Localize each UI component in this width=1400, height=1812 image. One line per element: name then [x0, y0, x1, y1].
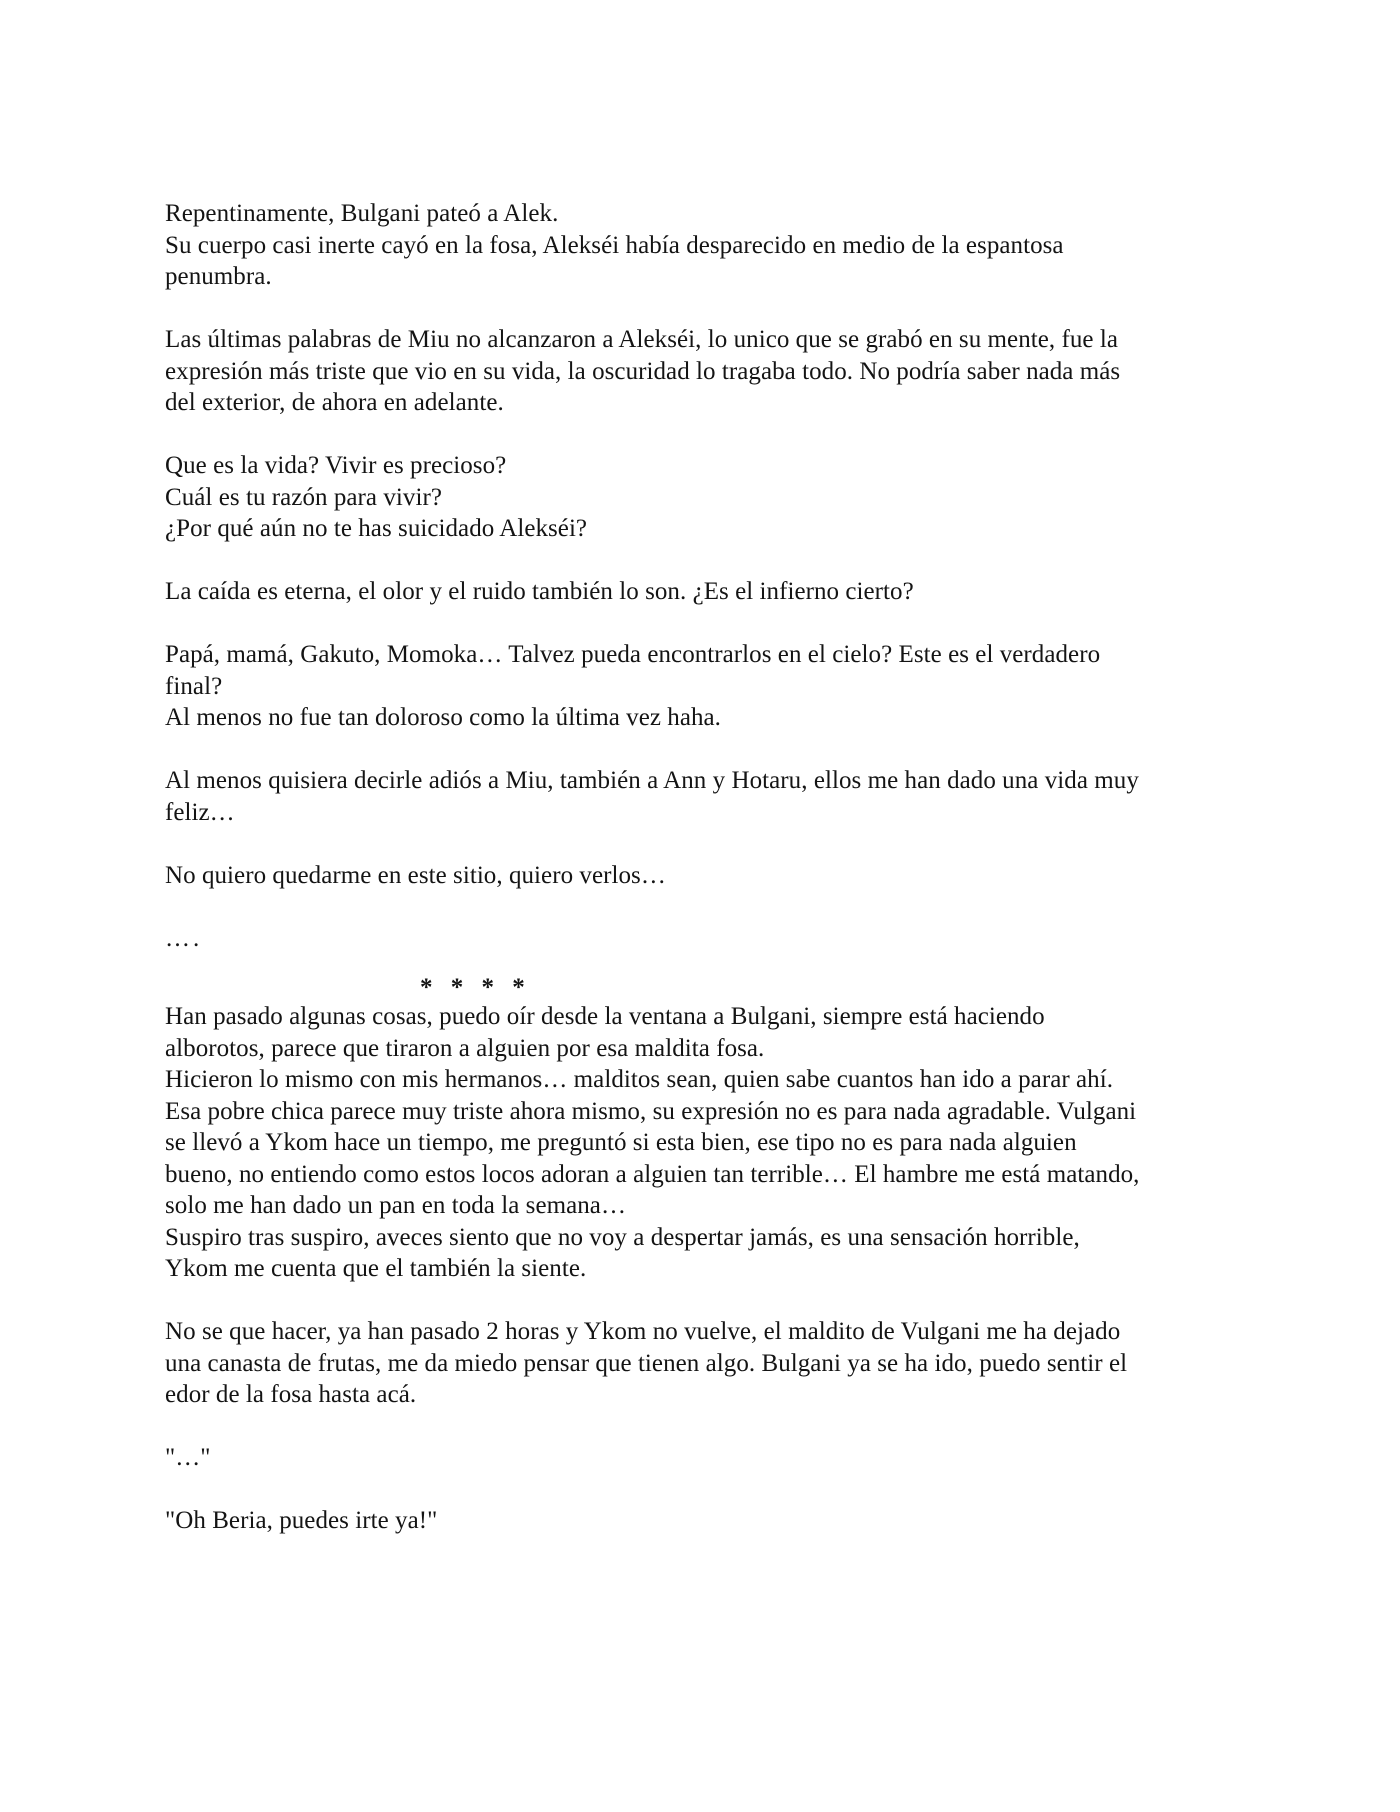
text-line: No se que hacer, ya han pasado 2 horas y Ykom no vuelve, el maldito de Vulgani me ha dejado [165, 1318, 1121, 1345]
text-line: Al menos quisiera decirle adiós a Miu, también a Ann y Hotaru, ellos me han dado una vida muy [165, 767, 1139, 794]
text-line: solo me han dado un pan en toda la semana… [165, 1192, 626, 1219]
text-line: feliz… [165, 798, 235, 826]
text-line: Repentinamente, Bulgani pateó a Alek. [165, 200, 559, 227]
text-line: bueno, no entiendo como estos locos adoran a alguien tan terrible… El hambre me está matando, [165, 1160, 1140, 1188]
text-line: alborotos, parece que tiraron a alguien por esa maldita fosa. [165, 1034, 765, 1062]
paragraph [165, 1316, 1250, 1411]
text-line: Cuál es tu razón para vivir? [165, 483, 442, 511]
paragraph [165, 576, 1250, 608]
paragraph [165, 198, 1250, 293]
paragraph [165, 324, 1250, 419]
paragraph [165, 1001, 1250, 1285]
paragraph [165, 765, 1250, 828]
text-line: ¿Por qué aún no te has suicidado Alekséi? [165, 515, 588, 542]
text-line: Esa pobre chica parece muy triste ahora mismo, su expresión no es para nada agradable. Vulgani [165, 1097, 1137, 1125]
text-line: No quiero quedarme en este sitio, quiero verlos… [165, 861, 666, 889]
scene-break-asterisks: * * * * [420, 974, 531, 1001]
text-line: final? [165, 672, 223, 700]
text-line: Papá, mamá, Gakuto, Momoka… Talvez pueda encontrarlos en el cielo? Este es el verdadero [165, 641, 1101, 668]
paragraph [165, 639, 1250, 734]
text-line: "…" [165, 1444, 211, 1471]
text-line: edor de la fosa hasta acá. [165, 1381, 417, 1408]
paragraph [165, 1505, 1250, 1537]
section-before-break [165, 198, 1250, 891]
text-line: una canasta de frutas, me da miedo pensar que tienen algo. Bulgani ya se ha ido, puedo sentir el [165, 1349, 1128, 1377]
paragraph [165, 860, 1250, 892]
text-line: Ykom me cuenta que el también la siente. [165, 1255, 587, 1282]
text-line: del exterior, de ahora en adelante. [165, 389, 504, 416]
document-body [165, 198, 1250, 1568]
text-line: Al menos no fue tan doloroso como la última vez haha. [165, 704, 721, 731]
text-line: penumbra. [165, 263, 272, 290]
text-line: Suspiro tras suspiro, aveces siento que no voy a despertar jamás, es una sensación horrible, [165, 1223, 1080, 1251]
paragraph [165, 450, 1250, 545]
section-after-break [165, 1001, 1250, 1537]
text-line: se llevó a Ykom hace un tiempo, me preguntó si esta bien, ese tipo no es para nada alguien [165, 1129, 1077, 1156]
ellipsis-line: …. [165, 924, 203, 952]
text-line: Las últimas palabras de Miu no alcanzaron a Alekséi, lo unico que se grabó en su mente, fue la [165, 326, 1119, 353]
text-line: "Oh Beria, puedes irte ya!" [165, 1507, 438, 1534]
text-line: expresión más triste que vio en su vida, la oscuridad lo tragaba todo. No podría saber nada más [165, 357, 1121, 385]
text-line: Su cuerpo casi inerte cayó en la fosa, Alekséi había desparecido en medio de la espantosa [165, 231, 1064, 259]
text-line: Que es la vida? Vivir es precioso? [165, 452, 507, 479]
paragraph [165, 1442, 1250, 1474]
text-line: La caída es eterna, el olor y el ruido también lo son. ¿Es el infierno cierto? [165, 578, 914, 605]
text-line: Hicieron lo mismo con mis hermanos… malditos sean, quien sabe cuantos han ido a parar ahí. [165, 1066, 1114, 1093]
text-line: Han pasado algunas cosas, puedo oír desde la ventana a Bulgani, siempre está haciendo [165, 1003, 1045, 1030]
